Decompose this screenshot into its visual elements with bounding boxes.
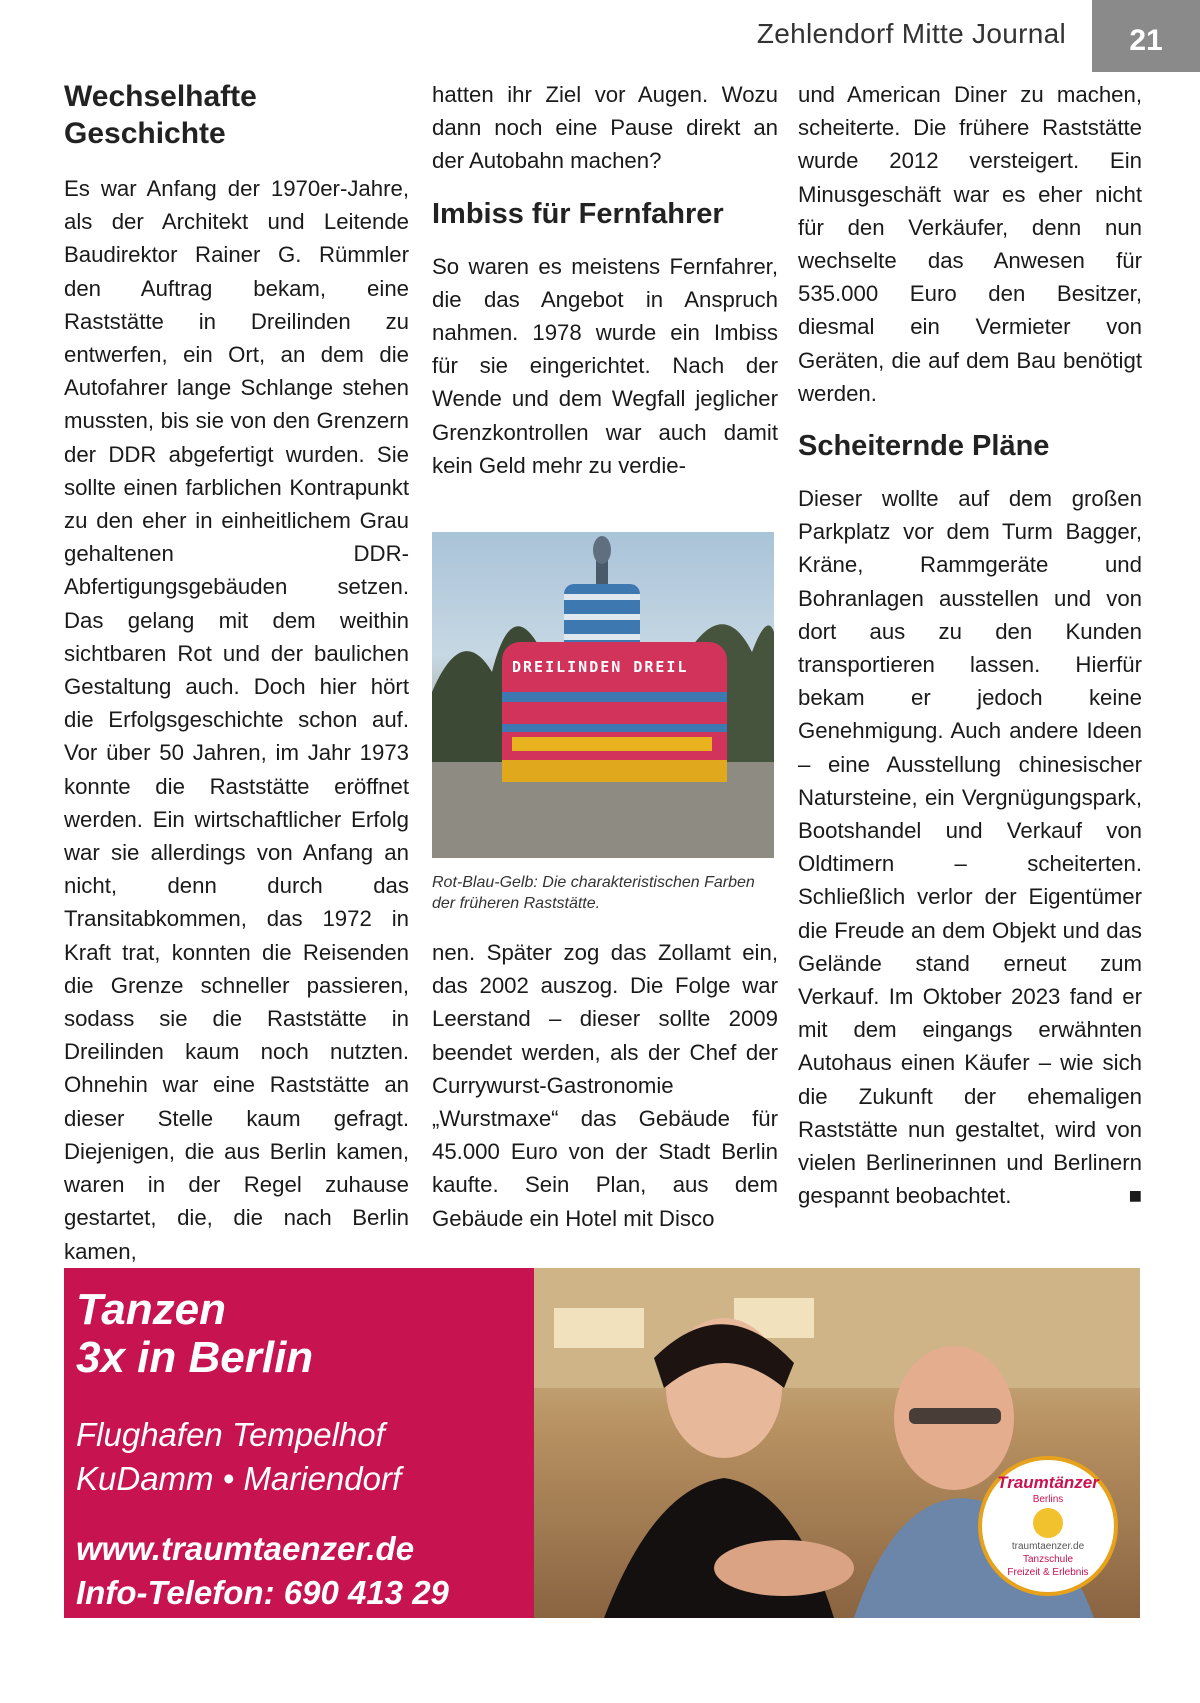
ad-headline-1: Tanzen: [76, 1285, 226, 1334]
logo-dancer-icon: [1033, 1508, 1063, 1538]
subheading-plaene: Scheiternde Pläne: [798, 430, 1050, 463]
article-column-3: [798, 78, 1142, 1213]
logo-brand: Traumtänzer: [997, 1473, 1099, 1492]
ad-location-2: KuDamm • Mariendorf: [76, 1460, 402, 1497]
article-paragraph: und American Diner zu machen, scheiterte. Die frühere Raststätte wurde 2012 versteigert. Ein Minusgeschäft war es eher nicht für den Verkäufer, denn nun wechselte das Anwesen für 535.000 Euro den Besitzer, diesmal ein Vermieter von Geräten, die auf dem Bau benötigt werden.: [798, 82, 1142, 406]
article-paragraph: So waren es meistens Fernfahrer, die das Angebot in Anspruch nahmen. 1978 wurde ein Imbiss für sie eingerichtet. Nach der Wende und dem Wegfall jeglicher Grenzkontrollen war auch damit kein Geld mehr zu verdie-: [432, 253, 778, 478]
article-column-2b: [432, 936, 778, 1235]
photo-caption: Rot-Blau-Gelb: Die charakteristischen Farben der früheren Raststätte.: [432, 874, 755, 912]
logo-left: Berlins: [1032, 1494, 1064, 1505]
ad-phone[interactable]: Info-Telefon: 690 413 29: [76, 1574, 449, 1611]
logo-bottom: Freizeit & Erlebnis: [1007, 1567, 1089, 1578]
ad-location-1: Flughafen Tempelhof: [76, 1416, 385, 1453]
logo-right: Tanzschule: [1022, 1554, 1074, 1565]
article-paragraph: nen. Später zog das Zollamt ein, das 2002 auszog. Die Folge war Leerstand – dieser sollte 2009 beendet werden, als der Chef der Currywurst-Gastronomie „Wurstmaxe“ das Gebäude für 45.000 Euro von der Stadt Berlin kaufte. Sein Plan, aus dem Gebäude ein Hotel mit Disco: [432, 940, 778, 1231]
building-sign: DREILINDEN DREIL: [512, 658, 689, 676]
article-headline: Wechselhafte Geschichte: [64, 80, 257, 150]
article-paragraph-text: Dieser wollte auf dem großen Parkplatz vor dem Turm Bagger, Kräne, Rammgeräte und Bohranlagen ausstellen und von dort aus zu den Kunden transportieren lassen. Hierfür bekam er jedoch keine Genehmigung. Auch andere Ideen – eine Ausstellung chinesischer Natursteine, ein Vergnügungspark, Bootshandel und Verkauf von Oldtimern – scheiterten. Schließlich verlor der Eigentümer die Freude an dem Objekt und das Gelände stand erneut zum Verkauf. Im Oktober 2023 fand er mit dem eingangs erwähnten Autohaus einen Käufer – wie sich die Zukunft der ehemaligen Raststätte nun gestaltet, wird von vielen Berlinerinnen und Berlinern gespannt beobachtet.: [798, 486, 1142, 1209]
article-column-2: [432, 78, 778, 482]
logo-center: traumtaenzer.de: [1011, 1541, 1085, 1552]
article-paragraph: [798, 482, 1142, 1212]
journal-title: Zehlendorf Mitte Journal: [756, 18, 1066, 49]
article-paragraph: Es war Anfang der 1970er-Jahre, als der Architekt und Leitende Baudirektor Rainer G. Rümmler den Auftrag bekam, eine Raststätte in Dreilinden zu entwerfen, ein Ort, an dem die Autofahrer lange Schlange stehen mussten, bis sie von den Grenzern der DDR abgefertigt wurden. Sie sollte einen farblichen Kontrapunkt zu den eher in einheitlichem Grau gehaltenen DDR-Abfertigungsgebäuden setzen. Das gelang mit dem weithin sichtbaren Rot und der baulichen Gestaltung auch. Doch hier hört die Erfolgsgeschichte schon auf. Vor über 50 Jahren, im Jahr 1973 konnte die Raststätte eröffnet werden. Ein wirtschaftlicher Erfolg war sie allerdings von Anfang an nicht, denn durch das Transitabkommen, das 1972 in Kraft trat, konnten die Reisenden die Grenze schneller passieren, sodass sie die Raststätte in Dreilinden kaum noch nutzten. Ohnehin war eine Raststätte an dieser Stelle kaum gefragt. Diejenigen, die aus Berlin kamen, waren in der Regel zuhause gestartet, die, die nach Berlin kamen,: [64, 176, 409, 1264]
ad-website-link[interactable]: www.traumtaenzer.de: [76, 1530, 415, 1567]
article-column-1: [64, 78, 409, 1268]
article-paragraph: hatten ihr Ziel vor Augen. Wozu dann noch eine Pause direkt an der Autobahn machen?: [432, 82, 778, 174]
subheading-imbiss: Imbiss für Fernfahrer: [432, 197, 724, 230]
raststaette-photo: [432, 532, 774, 858]
ad-headline-2: 3x in Berlin: [76, 1333, 314, 1382]
ad-dancers-photo: [534, 1268, 1140, 1618]
traumtaenzer-logo: [978, 1456, 1118, 1596]
advertisement-traumtaenzer[interactable]: [64, 1268, 1140, 1618]
page-number: 21: [1092, 0, 1200, 72]
end-mark: ■: [1128, 1183, 1142, 1209]
